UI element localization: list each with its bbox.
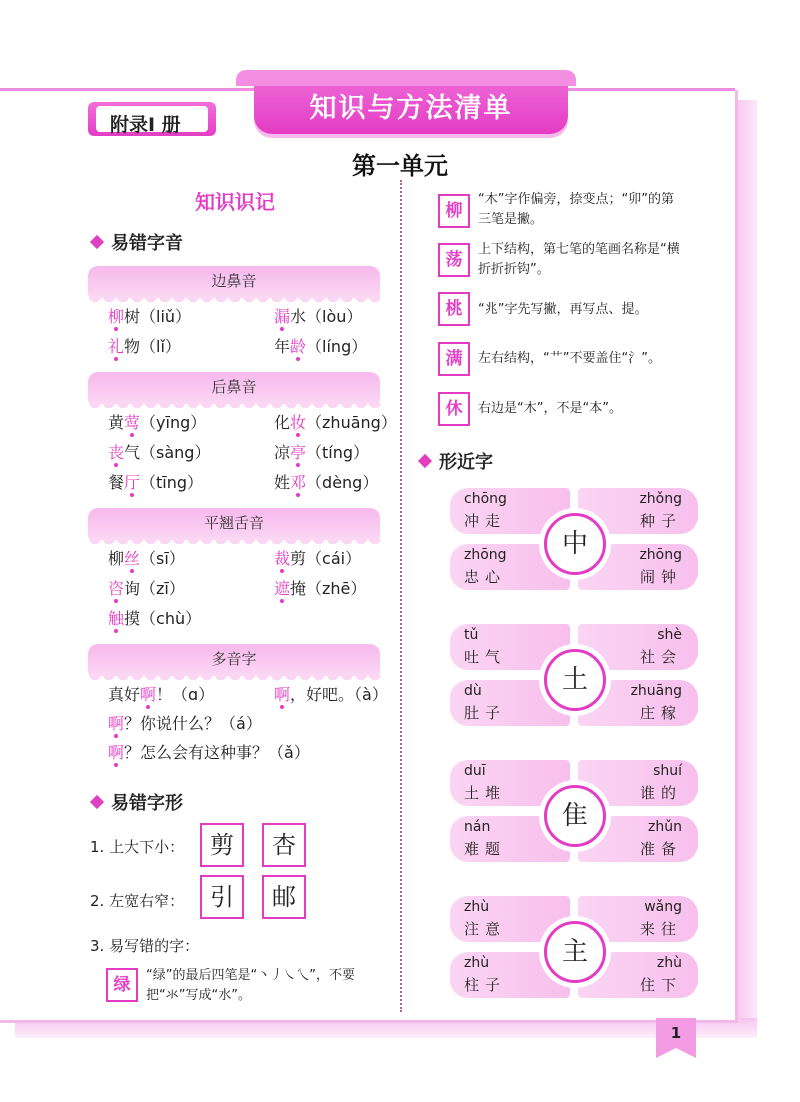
list-item: 触摸（chù） (108, 609, 202, 628)
list-item: 化妆（zhuāng） (274, 413, 397, 432)
char-box: 满 (438, 342, 470, 376)
section-title: 知识识记 (195, 190, 275, 214)
band-flat-retroflex: 平翘舌音 (88, 508, 380, 540)
char-note: “兆”字先写撇，再写点、提。 (478, 302, 648, 317)
char-box: 柳 (438, 194, 470, 228)
appendix-badge (88, 102, 216, 136)
list-item: 餐厅（tīng） (108, 473, 204, 492)
char-note: 右边是“木”，不是“本”。 (478, 401, 622, 416)
title-banner (254, 70, 568, 134)
similar-char-cluster: zhù 注意 wǎng 来往 zhù 柱子 zhù 住下 主 (450, 896, 698, 1006)
diamond-icon (418, 454, 432, 468)
rule-2-label: 2. 左宽右窄： (90, 892, 185, 910)
page-shadow-right (735, 100, 757, 1030)
char-note: 左右结构，“艹”不要盖住“氵”。 (478, 351, 661, 366)
page-number-flag (656, 1018, 696, 1058)
list-item: 凉亭（tíng） (274, 443, 370, 462)
list-item: 遮掩（zhē） (274, 579, 367, 598)
diamond-icon (90, 795, 104, 809)
char-box: 桃 (438, 292, 470, 326)
pinyin-section-heading: 易错字音 (92, 229, 183, 255)
list-item: 真好啊！（ɑ） (108, 685, 215, 704)
shape-section-heading: 易错字形 (92, 789, 183, 815)
list-item: 柳树（liǔ） (108, 307, 192, 326)
list-item: 漏水（lòu） (274, 307, 363, 326)
list-item: 裁剪（cái） (274, 549, 362, 568)
list-item: 啊，好吧。（à） (274, 685, 388, 704)
char-note: “木”字作偏旁，捺变点；“卯”的第 三笔是撇。 (478, 192, 674, 227)
page-title: 知识与方法清单 (309, 93, 513, 124)
band-polyphonic: 多音字 (88, 644, 380, 676)
char-box: 邮 (262, 875, 306, 919)
list-item: 礼物（lǐ） (108, 337, 181, 356)
similar-section-heading: 形近字 (420, 448, 493, 474)
similar-char-cluster: chōng 冲走 zhǒng 种子 zhōng 忠心 zhōng 闹钟 中 (450, 488, 698, 598)
char-note: 上下结构，第七笔的笔画名称是“横 折折折钩”。 (478, 242, 680, 277)
char-box: 休 (438, 392, 470, 426)
list-item: 啊？你说什么？（á） (108, 714, 262, 733)
char-box: 剪 (200, 823, 244, 867)
rule-1-label: 1. 上大下小： (90, 838, 185, 856)
column-divider (400, 180, 402, 1012)
center-char: 隹 (544, 785, 606, 847)
list-item: 咨询（zī） (108, 579, 185, 598)
list-item: 黄莺（yīng） (108, 413, 207, 432)
center-char: 主 (544, 921, 606, 983)
center-char: 中 (544, 513, 606, 575)
char-box: 荡 (438, 243, 470, 277)
list-item: 柳丝（sī） (108, 549, 185, 568)
appendix-label: 附录Ⅰ 册 (110, 114, 181, 136)
list-item: 年龄（líng） (274, 337, 368, 356)
char-box: 绿 (106, 968, 138, 1002)
band-back-nasal: 后鼻音 (88, 372, 380, 404)
list-item: 丧气（sàng） (108, 443, 211, 462)
title-banner-tab (236, 70, 576, 86)
diamond-icon (90, 235, 104, 249)
char-box: 引 (200, 875, 244, 919)
char-note: “绿”的最后四笔是“丶丿㇏乀”，不要 把“氺”写成“水”。 (146, 968, 355, 1003)
similar-char-cluster: tǔ 吐气 shè 社会 dù 肚子 zhuāng 庄稼 土 (450, 624, 698, 734)
list-item: 啊？怎么会有这种事？（ǎ） (108, 743, 310, 762)
band-nasal-lateral: 边鼻音 (88, 266, 380, 298)
center-char: 土 (544, 649, 606, 711)
page-number: 1 (670, 1024, 682, 1042)
unit-title: 第一单元 (352, 152, 448, 180)
rule-3-label: 3. 易写错的字： (90, 937, 200, 955)
similar-char-cluster: duī 土堆 shuí 谁的 nán 难题 zhǔn 准备 隹 (450, 760, 698, 870)
list-item: 姓邓（dèng） (274, 473, 379, 492)
char-box: 杏 (262, 823, 306, 867)
